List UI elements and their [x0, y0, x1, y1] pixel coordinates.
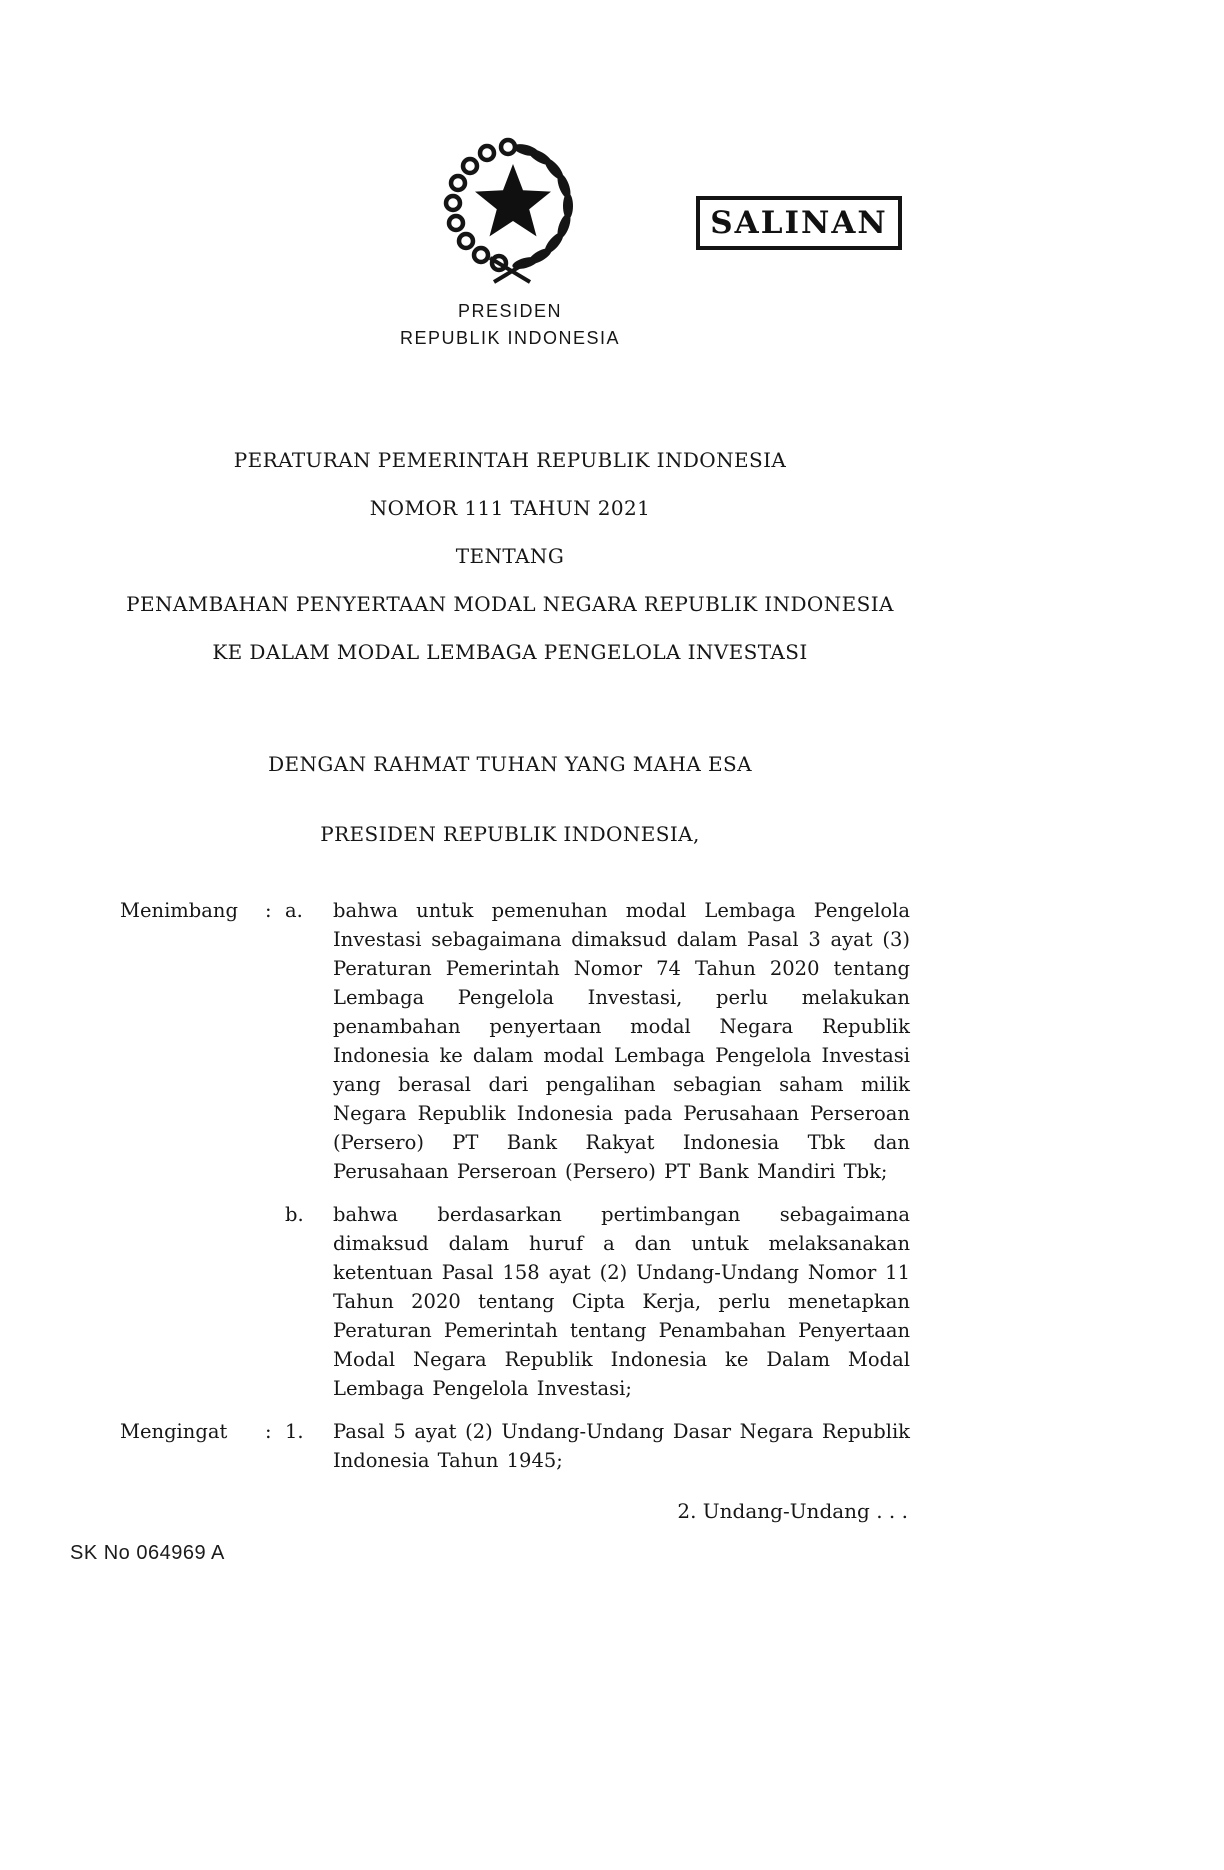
regulation-subject-line2: KE DALAM MODAL LEMBAGA PENGELOLA INVESTASI [212, 640, 808, 664]
separator-spacer [265, 1200, 285, 1403]
letterhead [310, 298, 710, 352]
item-marker-1: 1. [285, 1420, 304, 1443]
label-spacer [120, 1200, 265, 1403]
letterhead-republik-indonesia: REPUBLIK INDONESIA [399, 328, 621, 348]
item-text-a: bahwa untuk pemenuhan modal Lembaga Pengelola Investasi sebagaimana dimaksud dalam Pasal 3 ayat (3) Peraturan Pemerintah Nomor 74 Tahun 2020 tentang Lembaga Pengelola Investasi, perlu melakukan penambahan penyertaan modal Negara Republik Indonesia ke dalam modal Lembaga Pengelola Investasi yang berasal dari pengalihan sebagian saham milik Negara Republik Indonesia pada Perusahaan Perseroan (Persero) PT Bank Rakyat Indonesia Tbk dan Perusahaan Perseroan (Persero) PT Bank Mandiri Tbk; [333, 899, 910, 1183]
item-text-1: Pasal 5 ayat (2) Undang-Undang Dasar Negara Republik Indonesia Tahun 1945; [333, 1420, 910, 1472]
mengingat-item-1 [120, 1417, 910, 1475]
regulation-subject-line1: PENAMBAHAN PENYERTAAN MODAL NEGARA REPUBLIK INDONESIA [126, 592, 894, 616]
page-catchword: 2. Undang-Undang . . . [677, 1499, 908, 1523]
authority-line: PRESIDEN REPUBLIK INDONESIA, [320, 822, 700, 846]
mengingat-separator: : [265, 1420, 272, 1443]
letterhead-presiden: PRESIDEN [457, 301, 563, 321]
document-control-number: SK No 064969 A [70, 1542, 225, 1564]
tentang-label: TENTANG [455, 544, 565, 568]
salinan-stamp-label: SALINAN [710, 205, 888, 241]
regulation-type: PERATURAN PEMERINTAH REPUBLIK INDONESIA [233, 448, 787, 472]
menimbang-item-b [120, 1200, 910, 1403]
menimbang-item-a [120, 896, 910, 1186]
item-text-b: bahwa berdasarkan pertimbangan sebagaimana dimaksud dalam huruf a dan untuk melaksanakan ketentuan Pasal 158 ayat (2) Undang-Undang Nomor 11 Tahun 2020 tentang Cipta Kerja, perlu menetapkan Peraturan Pemerintah tentang Penambahan Penyertaan Modal Negara Republik Indonesia ke Dalam Modal Lembaga Pengelola Investasi; [333, 1203, 910, 1400]
star-wreath-icon [438, 136, 586, 288]
presidential-seal [438, 136, 586, 288]
title-block [100, 436, 920, 676]
salinan-stamp [696, 196, 902, 250]
item-marker-a: a. [285, 899, 303, 922]
mengingat-label: Mengingat [120, 1420, 228, 1443]
item-marker-b: b. [285, 1203, 304, 1226]
menimbang-label: Menimbang [120, 899, 238, 922]
menimbang-separator: : [265, 899, 272, 922]
regulation-number: NOMOR 111 TAHUN 2021 [369, 496, 651, 520]
invocation-line: DENGAN RAHMAT TUHAN YANG MAHA ESA [268, 752, 752, 776]
provisions-body [120, 896, 910, 1526]
